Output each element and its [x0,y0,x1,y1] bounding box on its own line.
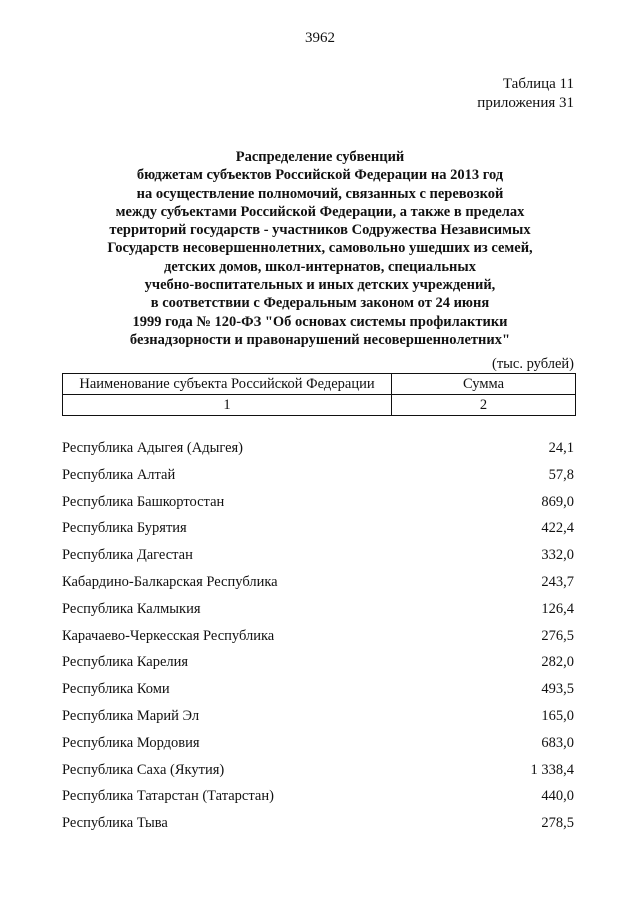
amount: 126,4 [541,600,574,617]
amount: 243,7 [541,573,574,590]
region-name: Республика Башкортостан [62,493,225,510]
amount: 282,0 [541,654,574,671]
region-name: Республика Бурятия [62,520,187,537]
title-line: между субъектами Российской Федерации, а также в пределах [115,203,525,220]
title-line: территорий государств - участников Содружества Независимых [109,222,531,239]
table-row [62,681,574,708]
table-row [62,708,574,735]
appendix-number: приложения 31 [477,95,574,111]
amount: 165,0 [541,707,574,724]
table-row [62,574,574,601]
appendix-reference [477,75,574,113]
column-header-amount: Сумма [392,374,576,395]
table-header [62,373,576,416]
table-row [62,815,574,842]
table-row [62,440,574,467]
region-name: Республика Дагестан [62,547,193,564]
table-row [62,494,574,521]
region-name: Республика Татарстан (Татарстан) [62,788,274,805]
table-row [62,654,574,681]
amount: 440,0 [541,788,574,805]
amount: 278,5 [541,815,574,832]
numbering-row [63,395,576,416]
document-title [60,148,580,349]
amount: 493,5 [541,681,574,698]
table-row [62,735,574,762]
amount: 869,0 [541,493,574,510]
column-header-name: Наименование субъекта Российской Федерации [63,374,392,395]
table-row [62,467,574,494]
region-name: Республика Алтай [62,466,176,483]
region-name: Республика Тыва [62,815,168,832]
units-label: (тыс. рублей) [492,356,574,372]
amount: 57,8 [548,466,574,483]
title-line: бюджетам субъектов Российской Федерации на 2013 год [136,167,504,184]
header-row [63,374,576,395]
region-name: Республика Калмыкия [62,600,201,617]
column-number-1: 1 [63,395,392,416]
region-name: Республика Мордовия [62,734,200,751]
title-line: 1999 года № 120-ФЗ "Об основах системы профилактики [132,313,508,330]
table-row [62,788,574,815]
title-line: учебно-воспитательных и иных детских учреждений, [144,277,496,294]
table-row [62,547,574,574]
amount: 332,0 [541,547,574,564]
amount: 276,5 [541,627,574,644]
title-line: на осуществление полномочий, связанных с перевозкой [136,185,504,202]
region-name: Республика Коми [62,681,170,698]
page-number: 3962 [305,30,335,46]
table-number: Таблица 11 [502,76,574,92]
title-line: Государств несовершеннолетних, самовольно ушедших из семей, [107,240,533,257]
region-name: Республика Карелия [62,654,189,671]
region-name: Республика Саха (Якутия) [62,761,225,778]
title-line: безнадзорности и правонарушений несовершеннолетних" [129,331,511,348]
column-number-2: 2 [392,395,576,416]
table-row [62,520,574,547]
table-row [62,628,574,655]
amount: 422,4 [541,520,574,537]
title-line: детских домов, школ-интернатов, специальных [164,258,476,275]
table-body [62,440,574,842]
table-row [62,601,574,628]
amount: 24,1 [548,440,574,456]
region-name: Карачаево-Черкесская Республика [62,627,275,644]
region-name: Кабардино-Балкарская Республика [62,573,278,590]
title-line: в соответствии с Федеральным законом от 24 июня [150,295,490,312]
region-name: Республика Марий Эл [62,707,200,724]
table-row [62,762,574,789]
region-name: Республика Адыгея (Адыгея) [62,440,244,456]
amount: 683,0 [541,734,574,751]
title-line: Распределение субвенций [235,149,405,165]
amount: 1 338,4 [530,761,574,778]
